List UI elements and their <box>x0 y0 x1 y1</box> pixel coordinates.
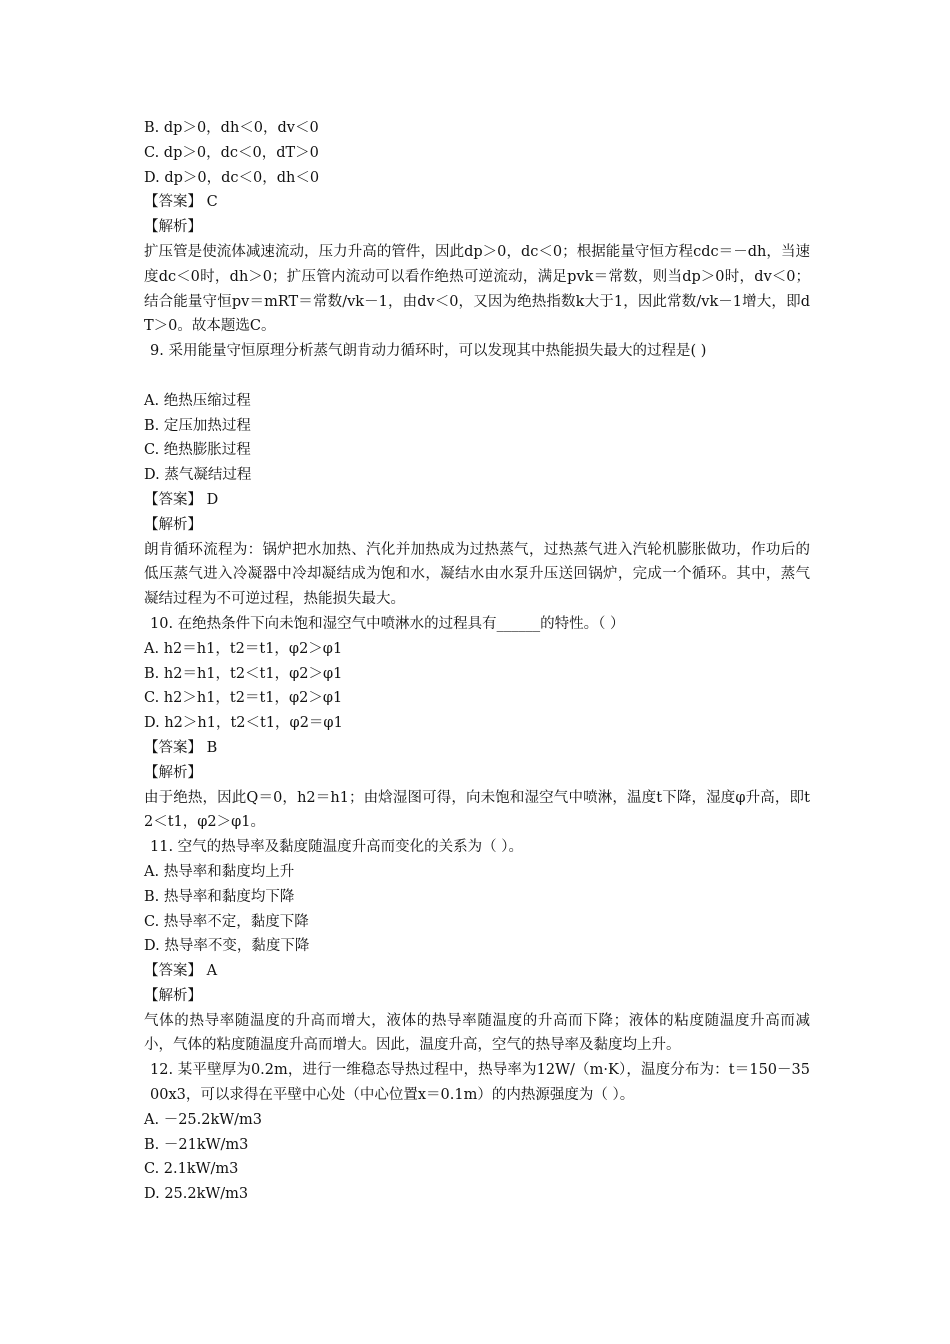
question-9 <box>144 339 810 612</box>
option-c: C. h2＞h1，t2＝t1，φ2＞φ1 <box>144 690 343 707</box>
analysis-label: 【解析】 <box>144 219 202 236</box>
blank-line <box>144 364 810 389</box>
option-b: B. 定压加热过程 <box>144 417 251 434</box>
analysis-text: 扩压管是使流体减速流动，压力升高的管件，因此dp＞0，dc＜0；根据能量守恒方程cdc＝－dh，当速度dc＜0时，dh＞0；扩压管内流动可以看作绝热可逆流动，满足pvk＝常数，则当dp＞0时，dv＜0；结合能量守恒pv＝mRT＝常数/vk－1，由dv＜0，又因为绝热指数k大于1，因此常数/vk－1增大，即dT＞0。故本题选C。 <box>144 243 810 335</box>
answer: 【答案】 B <box>144 739 218 756</box>
question-text: 9. 采用能量守恒原理分析蒸气朗肯动力循环时，可以发现其中热能损失最大的过程是( ) <box>150 343 707 360</box>
option-c: C. 热导率不定，黏度下降 <box>144 913 309 930</box>
analysis-label: 【解析】 <box>144 987 202 1004</box>
analysis-text: 气体的热导率随温度的升高而增大，液体的热导率随温度的升高而下降；液体的粘度随温度升高而减小，气体的粘度随温度升高而增大。因此，温度升高，空气的热导率及黏度均上升。 <box>144 1012 810 1054</box>
question-8-tail <box>144 116 810 339</box>
question-text: 12. 某平壁厚为0.2m，进行一维稳态导热过程中，热导率为12W/（m·K），温度分布为：t＝150－3500x3，可以求得在平壁中心处（中心位置x＝0.1m）的内热源强度为（ ）。 <box>150 1062 810 1104</box>
question-text: 10. 在绝热条件下向未饱和湿空气中喷淋水的过程具有______的特性。（ ） <box>150 615 625 632</box>
answer: 【答案】 D <box>144 491 219 508</box>
question-text: 11. 空气的热导率及黏度随温度升高而变化的关系为（ ）。 <box>150 839 524 856</box>
analysis-text: 由于绝热，因此Q＝0，h2＝h1；由焓湿图可得，向未饱和湿空气中喷淋，温度t下降，湿度φ升高，即t2＜t1，φ2＞φ1。 <box>144 789 810 831</box>
option-b: B. dp＞0，dh＜0，dv＜0 <box>144 120 319 136</box>
option-a: A. －25.2kW/m3 <box>144 1111 263 1128</box>
option-a: A. h2＝h1，t2＝t1，φ2＞φ1 <box>144 640 343 657</box>
option-d: D. dp＞0，dc＜0，dh＜0 <box>144 169 320 186</box>
question-12 <box>144 1058 810 1207</box>
option-b: B. h2＝h1，t2＜t1，φ2＞φ1 <box>144 665 343 682</box>
analysis-label: 【解析】 <box>144 516 202 533</box>
option-a: A. 绝热压缩过程 <box>144 392 251 409</box>
question-11 <box>144 835 810 1058</box>
option-d: D. 热导率不变，黏度下降 <box>144 938 310 955</box>
option-c: C. dp＞0，dc＜0，dT＞0 <box>144 144 319 161</box>
option-d: D. h2＞h1，t2＜t1，φ2＝φ1 <box>144 715 343 732</box>
option-b: B. 热导率和黏度均下降 <box>144 888 295 905</box>
question-10 <box>144 612 810 835</box>
option-b: B. －21kW/m3 <box>144 1136 249 1153</box>
option-d: D. 25.2kW/m3 <box>144 1186 249 1203</box>
answer: 【答案】 A <box>144 963 218 980</box>
analysis-text: 朗肯循环流程为：锅炉把水加热、汽化并加热成为过热蒸气，过热蒸气进入汽轮机膨胀做功，作功后的低压蒸气进入冷凝器中冷却凝结成为饱和水，凝结水由水泵升压送回锅炉，完成一个循环。其中，蒸气凝结过程为不可逆过程，热能损失最大。 <box>144 541 810 608</box>
option-a: A. 热导率和黏度均上升 <box>144 863 295 880</box>
option-c: C. 2.1kW/m3 <box>144 1161 239 1178</box>
option-d: D. 蒸气凝结过程 <box>144 467 252 484</box>
analysis-label: 【解析】 <box>144 764 202 781</box>
option-c: C. 绝热膨胀过程 <box>144 442 251 459</box>
document-page <box>144 116 810 1207</box>
answer: 【答案】 C <box>144 194 218 211</box>
